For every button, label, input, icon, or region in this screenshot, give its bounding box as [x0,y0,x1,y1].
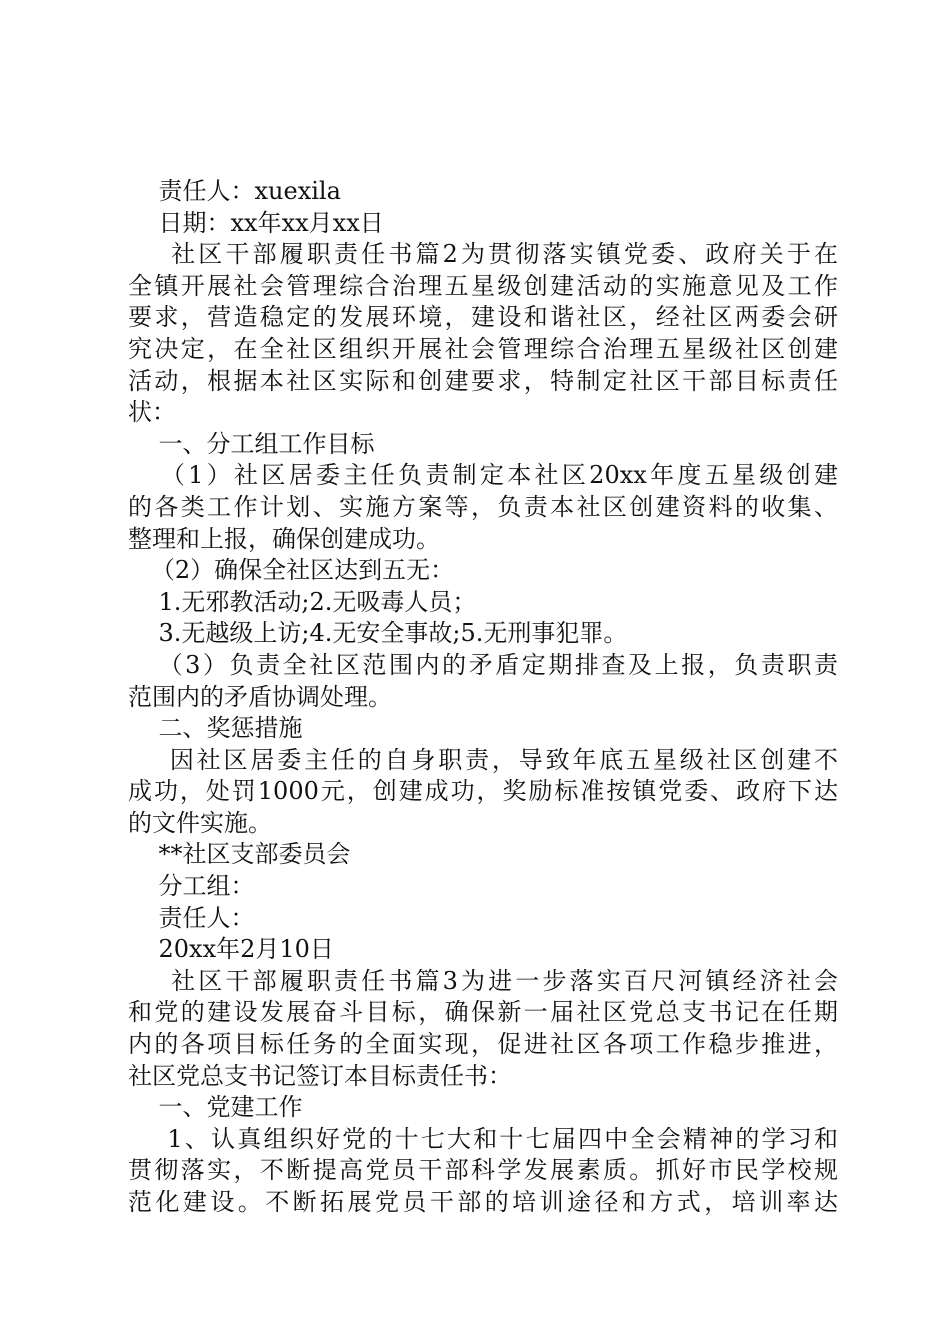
text-line: （1）社区居委主任负责制定本社区20xx年度五星级创建 [128,461,838,490]
text-line: 的各类工作计划、实施方案等，负责本社区创建资料的收集、 [128,492,838,521]
text-line: 整理和上报，确保创建成功。 [128,524,440,553]
document-body [128,176,838,1219]
text-line: 责任人：xuexila [128,177,341,205]
text-line: 一、党建工作 [128,1093,303,1122]
text-line: 日期：xx年xx月xx日 [128,208,384,237]
text-line: 全镇开展社会管理综合治理五星级创建活动的实施意见及工作 [128,271,838,300]
text-line: 究决定，在全社区组织开展社会管理综合治理五星级社区创建 [128,334,838,363]
text-line: 范围内的矛盾协调处理。 [128,682,392,711]
text-line: 社区党总支书记签订本目标责任书： [128,1061,512,1090]
text-line: 内的各项目标任务的全面实现，促进社区各项工作稳步推进， [128,1030,838,1059]
text-line: 3.无越级上访;4.无安全事故;5.无刑事犯罪。 [128,619,628,648]
text-line: 二、奖惩措施 [128,714,303,743]
text-line: 分工组： [128,872,255,901]
text-line: 范化建设。不断拓展党员干部的培训途径和方式，培训率达 [128,1188,838,1216]
text-line: （3）负责全社区范围内的矛盾定期排查及上报，负责职责 [128,650,838,679]
text-line: 一、分工组工作目标 [128,429,375,458]
text-line: **社区支部委员会 [128,840,351,869]
text-line: （2）确保全社区达到五无： [128,556,455,585]
text-line: 状： [128,398,176,427]
text-line: 1、认真组织好党的十七大和十七届四中全会精神的学习和 [128,1124,838,1153]
text-line: 社区干部履职责任书篇3为进一步落实百尺河镇经济社会 [128,966,838,995]
text-line: 活动，根据本社区实际和创建要求，特制定社区干部目标责任 [128,366,838,395]
text-line: 成功，处罚1000元，创建成功，奖励标准按镇党委、政府下达 [128,777,838,806]
text-line: 社区干部履职责任书篇2为贯彻落实镇党委、政府关于在 [128,240,838,269]
text-line: 责任人： [128,903,255,932]
text-line: 因社区居委主任的自身职责，导致年底五星级社区创建不 [128,745,838,774]
text-line: 20xx年2月10日 [128,935,334,964]
text-line: 的文件实施。 [128,808,272,837]
text-line: 要求，营造稳定的发展环境，建设和谐社区，经社区两委会研 [128,303,838,332]
text-line: 贯彻落实，不断提高党员干部科学发展素质。抓好市民学校规 [128,1156,838,1185]
text-line: 1.无邪教活动;2.无吸毒人员； [128,587,477,616]
text-line: 和党的建设发展奋斗目标，确保新一届社区党总支书记在任期 [128,998,838,1027]
